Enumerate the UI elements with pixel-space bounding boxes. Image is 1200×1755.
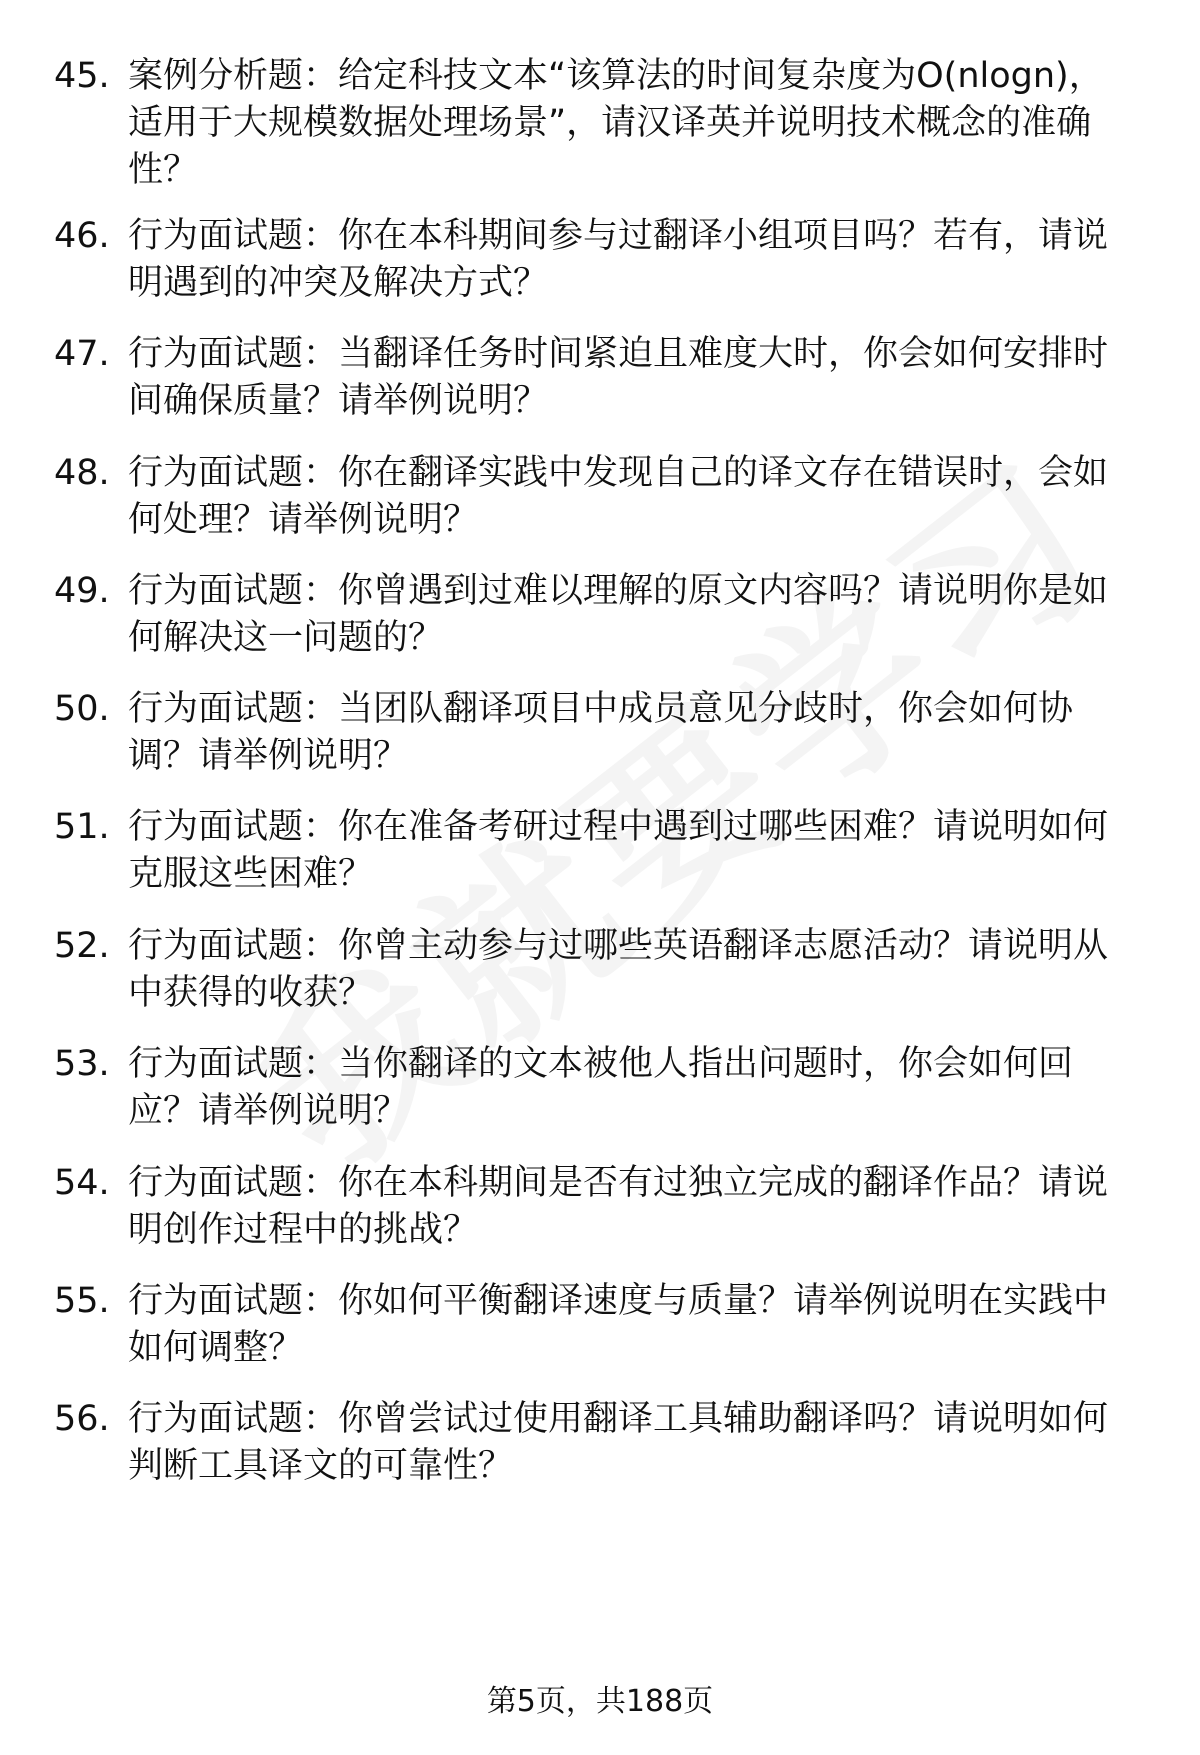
question-text: 行为面试题：当团队翻译项目中成员意见分歧时，你会如何协调？请举例说明？ (128, 689, 1074, 776)
question-item (54, 1160, 1144, 1254)
question-number: 49. (54, 571, 110, 611)
question-item (54, 1041, 1144, 1135)
question-number: 50. (54, 689, 110, 729)
question-text: 行为面试题：你如何平衡翻译速度与质量？请举例说明在实践中如何调整？ (128, 1281, 1109, 1368)
question-number: 56. (54, 1399, 110, 1439)
question-number: 46. (54, 216, 110, 256)
question-item (54, 568, 1144, 662)
question-item (54, 1278, 1144, 1372)
question-number: 53. (54, 1044, 110, 1084)
question-text: 案例分析题：给定科技文本“该算法的时间复杂度为O(nlogn)，适用于大规模数据处理场景”，请汉译英并说明技术概念的准确性？ (128, 56, 1104, 190)
question-number: 51. (54, 807, 110, 847)
question-text: 行为面试题：你在本科期间是否有过独立完成的翻译作品？请说明创作过程中的挑战？ (128, 1163, 1109, 1250)
question-text: 行为面试题：你在准备考研过程中遇到过哪些困难？请说明如何克服这些困难？ (128, 807, 1109, 894)
question-item (54, 686, 1144, 780)
question-number: 52. (54, 926, 110, 966)
question-text: 行为面试题：当你翻译的文本被他人指出问题时，你会如何回应？请举例说明？ (128, 1044, 1074, 1131)
question-item (54, 53, 1144, 194)
question-text: 行为面试题：你在翻译实践中发现自己的译文存在错误时，会如何处理？请举例说明？ (128, 453, 1109, 540)
question-number: 47. (54, 334, 110, 374)
question-text: 行为面试题：你在本科期间参与过翻译小组项目吗？若有，请说明遇到的冲突及解决方式？ (128, 216, 1109, 303)
question-number: 48. (54, 453, 110, 493)
question-text: 行为面试题：当翻译任务时间紧迫且难度大时，你会如何安排时间确保质量？请举例说明？ (128, 334, 1109, 421)
question-text: 行为面试题：你曾尝试过使用翻译工具辅助翻译吗？请说明如何判断工具译文的可靠性？ (128, 1399, 1109, 1486)
page-footer: 第5页，共188页 (486, 1684, 714, 1719)
question-text: 行为面试题：你曾主动参与过哪些英语翻译志愿活动？请说明从中获得的收获？ (128, 926, 1109, 1013)
question-item (54, 331, 1144, 425)
question-item (54, 1396, 1144, 1490)
question-number: 55. (54, 1281, 110, 1321)
question-number: 54. (54, 1163, 110, 1203)
question-item (54, 450, 1144, 544)
question-number: 45. (54, 56, 110, 96)
question-item (54, 213, 1144, 307)
question-item (54, 923, 1144, 1017)
question-text: 行为面试题：你曾遇到过难以理解的原文内容吗？请说明你是如何解决这一问题的？ (128, 571, 1109, 658)
question-item (54, 804, 1144, 898)
